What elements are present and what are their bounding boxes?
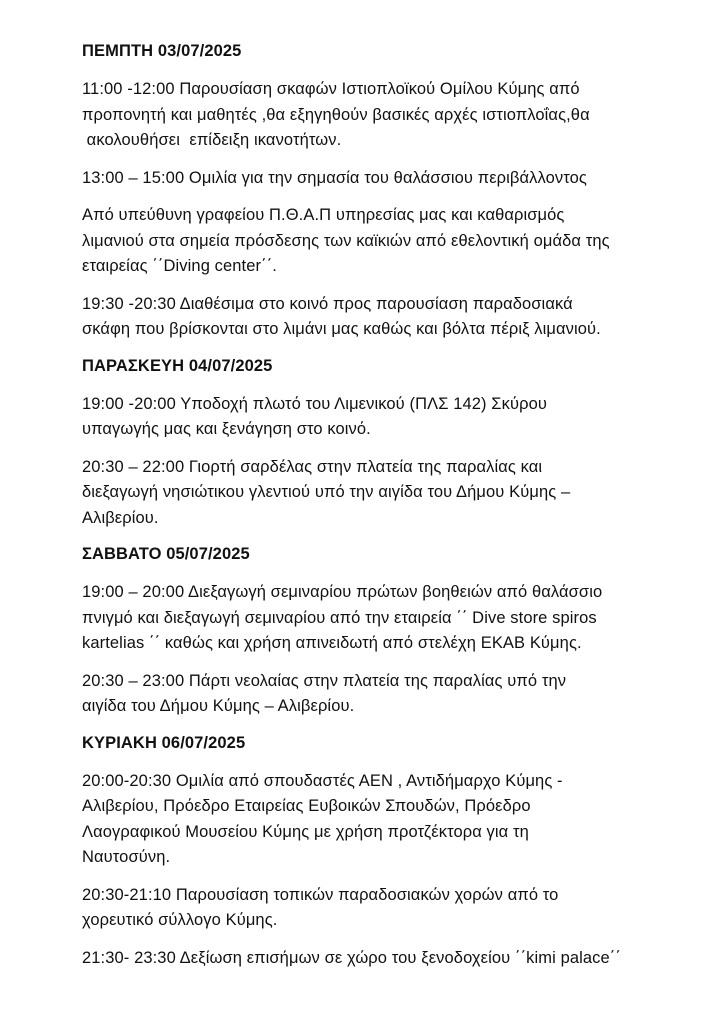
text-line: πνιγμό και διεξαγωγή σεμιναρίου από την εταιρεία ΄΄ Dive store spiros (82, 608, 597, 627)
text-line: Λαογραφικού Μουσείου Κύμης με χρήση προτζέκτορα για τη (82, 822, 529, 841)
text-line: σκάφη που βρίσκονται στο λιμάνι μας καθώς και βόλτα πέριξ λιμανιού. (82, 320, 601, 338)
event-paragraph (82, 455, 692, 532)
event-paragraph (82, 580, 692, 657)
text-line: 20:30-21:10 Παρουσίαση τοπικών παραδοσιακών χορών από το (82, 885, 559, 904)
event-paragraph (82, 166, 692, 192)
event-paragraph (82, 292, 692, 343)
event-paragraph (82, 669, 692, 720)
day-heading: ΠΑΡΑΣΚΕΥΗ 04/07/2025 (82, 356, 273, 375)
event-paragraph (82, 392, 692, 443)
day-section-sunday (82, 732, 692, 972)
text-line: 19:30 -20:30 Διαθέσιμα στο κοινό προς παρουσίαση παραδοσιακά (82, 294, 573, 313)
text-line: Αλιβερίου, Πρόεδρο Εταιρείας Ευβοικών Σπουδών, Πρόεδρο (82, 797, 531, 815)
schedule-document (82, 40, 692, 983)
text-line: 20:00-20:30 Ομιλία από σπουδαστές ΑΕΝ , Αντιδήμαρχο Κύμης - (82, 771, 563, 790)
text-line: χορευτικό σύλλογο Κύμης. (82, 911, 278, 929)
day-section-thursday (82, 40, 692, 343)
text-line: αιγίδα του Δήμου Κύμης – Αλιβερίου. (82, 697, 355, 715)
day-section-friday (82, 355, 692, 532)
text-line: 13:00 – 15:00 Ομιλία για την σημασία του θαλάσσιου περιβάλλοντος (82, 168, 587, 187)
event-paragraph (82, 769, 692, 871)
text-line: υπαγωγής μας και ξενάγηση στο κοινό. (82, 420, 371, 438)
text-line: 19:00 – 20:00 Διεξαγωγή σεμιναρίου πρώτων βοηθειών από θαλάσσιο (82, 583, 603, 601)
text-line: 11:00 -12:00 Παρουσίαση σκαφών Ιστιοπλοϊκού Ομίλου Κύμης από (82, 80, 580, 98)
event-paragraph (82, 883, 692, 934)
day-heading: ΣΑΒΒΑΤΟ 05/07/2025 (82, 545, 250, 563)
text-line: 20:30 – 23:00 Πάρτι νεολαίας στην πλατεία της παραλίας υπό την (82, 671, 567, 690)
text-line: 21:30- 23:30 Δεξίωση επισήμων σε χώρο του ξενοδοχείου ΄΄kimi palace΄΄ (82, 948, 621, 967)
event-paragraph (82, 946, 692, 972)
event-paragraph (82, 77, 692, 154)
text-line: λιμανιού στα σημεία πρόσδεσης των καϊκιών από εθελοντική ομάδα της (82, 231, 610, 250)
text-line: διεξαγωγή νησιώτικου γλεντιού υπό την αιγίδα του Δήμου Κύμης – (82, 483, 571, 501)
text-line: kartelias ΄΄ καθώς και χρήση απινειδωτή από στελέχη ΕΚΑΒ Κύμης. (82, 634, 582, 652)
text-line: 20:30 – 22:00 Γιορτή σαρδέλας στην πλατεία της παραλίας και (82, 457, 543, 476)
text-line: Αλιβερίου. (82, 508, 159, 527)
day-section-saturday (82, 543, 692, 720)
text-line: ακολουθήσει επίδειξη ικανοτήτων. (82, 131, 342, 149)
day-heading: ΠΕΜΠΤΗ 03/07/2025 (82, 42, 242, 60)
text-line: Από υπεύθυνη γραφείου Π.Θ.Α.Π υπηρεσίας μας και καθαρισμός (82, 206, 565, 224)
text-line: προπονητή και μαθητές ,θα εξηγηθούν βασικές αρχές ιστιοπλοΐας,θα (82, 105, 590, 124)
text-line: εταιρείας ΄΄Diving center΄΄. (82, 257, 277, 275)
text-line: 19:00 -20:00 Υποδοχή πλωτό του Λιμενικού (ΠΛΣ 142) Σκύρου (82, 394, 547, 413)
text-line: Ναυτοσύνη. (82, 848, 171, 866)
day-heading: ΚΥΡΙΑΚΗ 06/07/2025 (82, 733, 246, 752)
event-paragraph (82, 203, 692, 280)
